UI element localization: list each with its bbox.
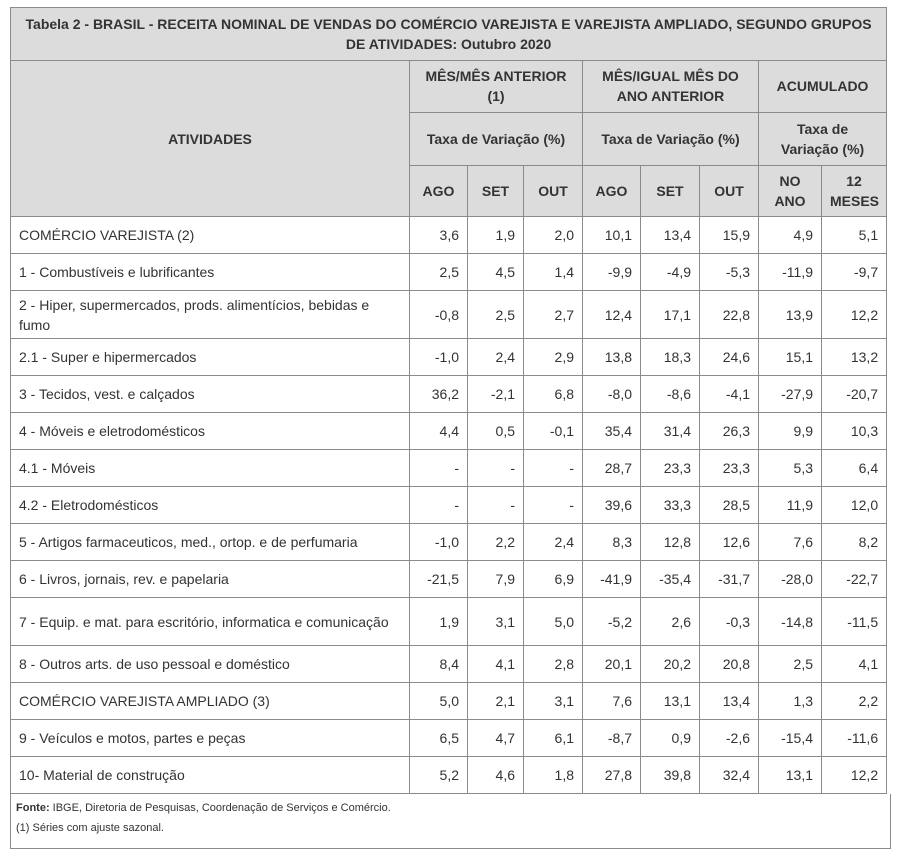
table-row [11,339,887,376]
value-cell: 10,1 [583,217,641,254]
value-cell: 22,8 [700,291,759,339]
footnote: (1) Séries com ajuste sazonal. [16,822,164,834]
value-cell: 5,2 [410,757,468,794]
value-cell: - [524,487,583,524]
table-row [11,598,887,646]
activity-name: COMÉRCIO VAREJISTA AMPLIADO (3) [11,683,410,720]
value-cell: -41,9 [583,561,641,598]
value-cell: 5,3 [759,450,822,487]
table-row [11,683,887,720]
table-row [11,291,887,339]
table-container [10,7,886,849]
activity-name: 4.1 - Móveis [11,450,410,487]
value-cell: -1,0 [410,339,468,376]
header-taxa: Taxa de Variação (%) [410,112,583,166]
value-cell: - [410,450,468,487]
value-cell: 2,5 [759,646,822,683]
value-cell: 20,2 [641,646,700,683]
value-cell: -11,9 [759,254,822,291]
value-cell: 23,3 [700,450,759,487]
value-cell: 4,1 [468,646,524,683]
value-cell: 3,1 [524,683,583,720]
value-cell: -0,1 [524,413,583,450]
table-row [11,561,887,598]
value-cell: -21,5 [410,561,468,598]
data-table [10,7,887,794]
value-cell: 13,1 [641,683,700,720]
value-cell: 23,3 [641,450,700,487]
value-cell: 7,6 [759,524,822,561]
value-cell: 27,8 [583,757,641,794]
header-taxa: Taxa de Variação (%) [759,112,887,166]
source-note [16,798,890,818]
value-cell: 39,6 [583,487,641,524]
value-cell: 17,1 [641,291,700,339]
value-cell: 1,8 [524,757,583,794]
activity-name: 8 - Outros arts. de uso pessoal e doméstico [11,646,410,683]
table-row [11,720,887,757]
value-cell: 1,3 [759,683,822,720]
table-row [11,254,887,291]
header-col: 12 MESES [822,166,887,217]
value-cell: 24,6 [700,339,759,376]
value-cell: 2,2 [822,683,887,720]
value-cell: 5,0 [410,683,468,720]
table-row [11,646,887,683]
value-cell: 1,4 [524,254,583,291]
activity-name: COMÉRCIO VAREJISTA (2) [11,217,410,254]
value-cell: -11,6 [822,720,887,757]
activity-name: 6 - Livros, jornais, rev. e papelaria [11,561,410,598]
value-cell: 15,1 [759,339,822,376]
value-cell: 2,2 [468,524,524,561]
value-cell: 26,3 [700,413,759,450]
value-cell: - [468,450,524,487]
value-cell: 4,4 [410,413,468,450]
source-text: IBGE, Diretoria de Pesquisas, Coordenação de Serviços e Comércio. [49,802,391,814]
value-cell: 12,4 [583,291,641,339]
table-row [11,524,887,561]
table-row [11,376,887,413]
value-cell: 2,4 [468,339,524,376]
value-cell: - [524,450,583,487]
value-cell: 1,9 [410,598,468,646]
value-cell: 10,3 [822,413,887,450]
header-col: OUT [524,166,583,217]
source-label: Fonte: [16,802,50,814]
table-body [11,217,887,794]
value-cell: 3,6 [410,217,468,254]
value-cell: 28,7 [583,450,641,487]
value-cell: 28,5 [700,487,759,524]
value-cell: -8,6 [641,376,700,413]
value-cell: -4,1 [700,376,759,413]
value-cell: 13,9 [759,291,822,339]
value-cell: 2,4 [524,524,583,561]
value-cell: 8,3 [583,524,641,561]
value-cell: -2,1 [468,376,524,413]
value-cell: -0,8 [410,291,468,339]
value-cell: 33,3 [641,487,700,524]
activity-name: 4.2 - Eletrodomésticos [11,487,410,524]
value-cell: 15,9 [700,217,759,254]
value-cell: -35,4 [641,561,700,598]
value-cell: 36,2 [410,376,468,413]
value-cell: 2,5 [410,254,468,291]
activity-name: 1 - Combustíveis e lubrificantes [11,254,410,291]
header-col: AGO [410,166,468,217]
value-cell: 4,7 [468,720,524,757]
value-cell: 20,1 [583,646,641,683]
value-cell: 31,4 [641,413,700,450]
value-cell: -20,7 [822,376,887,413]
header-group-acumulado: ACUMULADO [759,61,887,113]
value-cell: -5,2 [583,598,641,646]
value-cell: 12,6 [700,524,759,561]
value-cell: -8,7 [583,720,641,757]
value-cell: 4,5 [468,254,524,291]
value-cell: 5,1 [822,217,887,254]
table-row [11,487,887,524]
value-cell: 6,8 [524,376,583,413]
table-title: Tabela 2 - BRASIL - RECEITA NOMINAL DE VENDAS DO COMÉRCIO VAREJISTA E VAREJISTA AMPLIADO, SEGUNDO GRUPOS DE ATIVIDADES: Outubro 2020 [11,8,887,61]
value-cell: 12,8 [641,524,700,561]
value-cell: 9,9 [759,413,822,450]
activity-name: 2 - Hiper, supermercados, prods. alimentícios, bebidas e fumo [11,291,410,339]
value-cell: 12,2 [822,757,887,794]
activity-name: 10- Material de construção [11,757,410,794]
value-cell: -28,0 [759,561,822,598]
value-cell: -14,8 [759,598,822,646]
value-cell: 32,4 [700,757,759,794]
value-cell: -5,3 [700,254,759,291]
value-cell: -8,0 [583,376,641,413]
header-group-igual-mes: MÊS/IGUAL MÊS DO ANO ANTERIOR [583,61,759,113]
value-cell: 2,7 [524,291,583,339]
value-cell: 2,6 [641,598,700,646]
header-taxa: Taxa de Variação (%) [583,112,759,166]
value-cell: 5,0 [524,598,583,646]
activity-name: 5 - Artigos farmaceuticos, med., ortop. e de perfumaria [11,524,410,561]
value-cell: 3,1 [468,598,524,646]
table-row [11,413,887,450]
value-cell: 20,8 [700,646,759,683]
header-col: AGO [583,166,641,217]
value-cell: 4,1 [822,646,887,683]
value-cell: -2,6 [700,720,759,757]
table-row [11,757,887,794]
value-cell: 4,6 [468,757,524,794]
value-cell: 13,4 [700,683,759,720]
value-cell: -1,0 [410,524,468,561]
header-col: SET [468,166,524,217]
value-cell: 8,4 [410,646,468,683]
value-cell: 6,1 [524,720,583,757]
value-cell: -11,5 [822,598,887,646]
table-row [11,450,887,487]
value-cell: 11,9 [759,487,822,524]
value-cell: 13,4 [641,217,700,254]
value-cell: 12,2 [822,291,887,339]
value-cell: 6,5 [410,720,468,757]
value-cell: 8,2 [822,524,887,561]
activity-name: 2.1 - Super e hipermercados [11,339,410,376]
value-cell: -27,9 [759,376,822,413]
header-group-mes-anterior: MÊS/MÊS ANTERIOR (1) [410,61,583,113]
value-cell: 2,5 [468,291,524,339]
value-cell: 6,4 [822,450,887,487]
value-cell: 13,8 [583,339,641,376]
value-cell: - [410,487,468,524]
value-cell: 13,1 [759,757,822,794]
header-atividades: ATIVIDADES [11,61,410,217]
header-col: OUT [700,166,759,217]
activity-name: 4 - Móveis e eletrodomésticos [11,413,410,450]
value-cell: -31,7 [700,561,759,598]
header-col: NO ANO [759,166,822,217]
table-row [11,217,887,254]
value-cell: 2,8 [524,646,583,683]
activity-name: 9 - Veículos e motos, partes e peças [11,720,410,757]
value-cell: 2,0 [524,217,583,254]
value-cell: - [468,487,524,524]
value-cell: -0,3 [700,598,759,646]
value-cell: 0,5 [468,413,524,450]
value-cell: 6,9 [524,561,583,598]
value-cell: 1,9 [468,217,524,254]
value-cell: -4,9 [641,254,700,291]
value-cell: -9,9 [583,254,641,291]
table-footer [10,794,891,849]
value-cell: -22,7 [822,561,887,598]
value-cell: 2,9 [524,339,583,376]
value-cell: 4,9 [759,217,822,254]
value-cell: 39,8 [641,757,700,794]
value-cell: 2,1 [468,683,524,720]
value-cell: 12,0 [822,487,887,524]
value-cell: -9,7 [822,254,887,291]
value-cell: 13,2 [822,339,887,376]
value-cell: -15,4 [759,720,822,757]
value-cell: 7,9 [468,561,524,598]
value-cell: 18,3 [641,339,700,376]
header-col: SET [641,166,700,217]
value-cell: 0,9 [641,720,700,757]
value-cell: 7,6 [583,683,641,720]
activity-name: 7 - Equip. e mat. para escritório, informatica e comunicação [11,598,410,646]
value-cell: 35,4 [583,413,641,450]
activity-name: 3 - Tecidos, vest. e calçados [11,376,410,413]
